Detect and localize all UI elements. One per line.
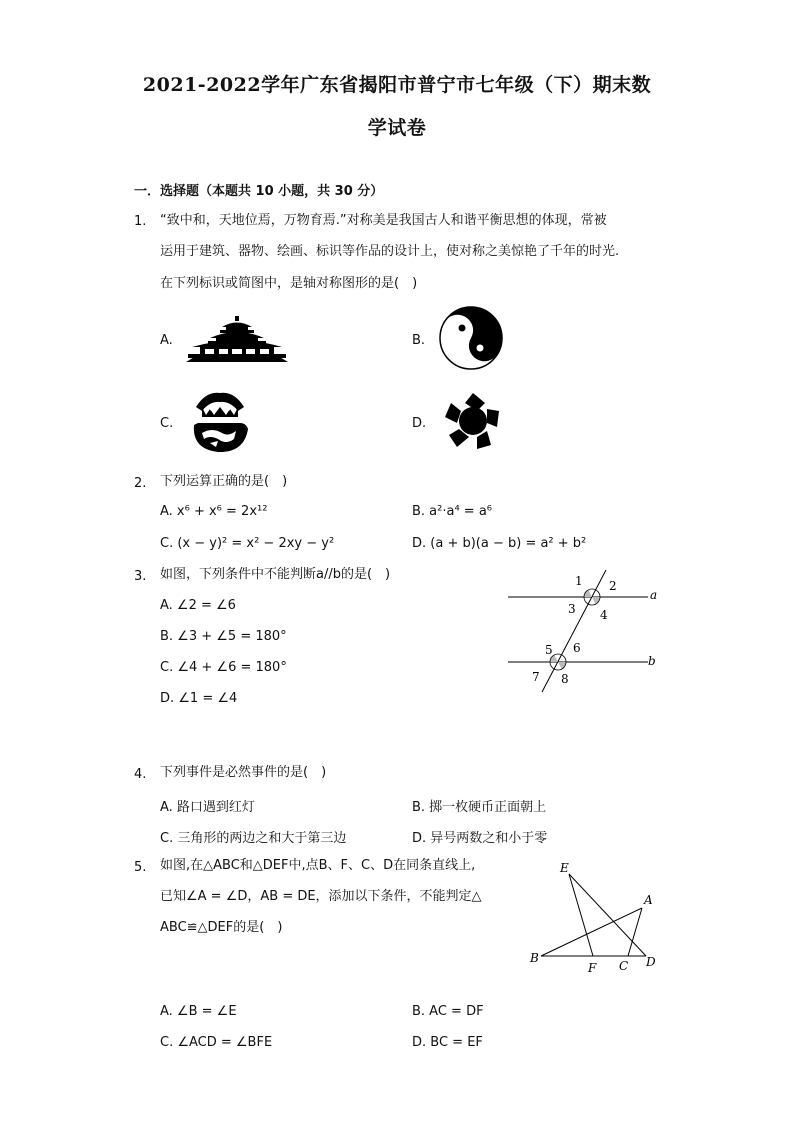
q5-option-a: A. ∠B = ∠E	[160, 1004, 237, 1019]
angle-label-2: 2	[609, 579, 617, 593]
angle-label-1: 1	[575, 574, 583, 588]
point-label-e: E	[560, 861, 569, 875]
angle-label-4: 4	[600, 608, 608, 622]
point-label-f: F	[588, 961, 597, 975]
q3-stem: 如图，下列条件中不能判断a//b的是( )	[160, 567, 391, 582]
q4-number: 4.	[134, 767, 147, 782]
q2-option-b: B. a²·a⁴ = a⁶	[412, 504, 493, 519]
q3-option-b: B. ∠3 + ∠5 = 180°	[160, 629, 287, 644]
page-title-line1: 2021-2022学年广东省揭阳市普宁市七年级（下）期末数	[142, 74, 652, 96]
line-label-a: a	[650, 588, 658, 602]
point-label-c: C	[619, 959, 629, 973]
angle-label-7: 7	[532, 670, 540, 684]
q2-option-a: A. x⁶ + x⁶ = 2x¹²	[160, 504, 268, 519]
q3-number: 3.	[134, 569, 147, 584]
q5-number: 5.	[134, 860, 147, 875]
q4-option-d: D. 异号两数之和小于零	[412, 831, 548, 846]
q5-option-d: D. BC = EF	[412, 1035, 483, 1050]
q3-option-d: D. ∠1 = ∠4	[160, 691, 238, 706]
point-label-b: B	[530, 951, 539, 965]
q5-option-c: C. ∠ACD = ∠BFE	[160, 1035, 273, 1050]
q1-text-line3: 在下列标识或简图中，是轴对称图形的是( )	[160, 276, 418, 291]
angle-label-3: 3	[568, 602, 576, 616]
q1-text-line1: “致中和，天地位焉，万物育焉.”对称美是我国古人和谐平衡思想的体现，常被	[160, 213, 607, 228]
parallel-lines-figure	[500, 566, 670, 696]
angle-label-5: 5	[545, 643, 553, 657]
q5-text-line2: 已知∠A = ∠D，AB = DE，添加以下条件，不能判定△	[160, 889, 482, 904]
q2-stem: 下列运算正确的是( )	[160, 474, 288, 489]
page-title-line2: 学试卷	[367, 117, 427, 139]
q4-stem: 下列事件是必然事件的是( )	[160, 765, 327, 780]
line-label-b: b	[648, 654, 656, 668]
emblem-icon	[188, 389, 252, 455]
q2-number: 2.	[134, 476, 147, 491]
pinwheel-icon	[441, 391, 505, 453]
q1-option-b-label: B.	[412, 333, 426, 348]
yin-yang-icon	[439, 306, 503, 370]
q1-number: 1.	[134, 214, 147, 229]
q1-option-d-label: D.	[412, 416, 427, 431]
triangles-figure	[526, 856, 666, 980]
q5-option-b: B. AC = DF	[412, 1004, 484, 1019]
section-heading: 一．选择题（本题共 10 小题，共 30 分）	[134, 184, 384, 199]
q3-option-c: C. ∠4 + ∠6 = 180°	[160, 660, 287, 675]
angle-label-8: 8	[561, 672, 569, 686]
q4-option-a: A. 路口遇到红灯	[160, 800, 255, 815]
q5-text-line1: 如图,在△ABC和△DEF中,点B、F、C、D在同条直线上,	[160, 858, 476, 873]
q1-option-a-label: A.	[160, 333, 173, 348]
angle-label-6: 6	[573, 641, 581, 655]
q5-text-line3: ABC≌△DEF的是( )	[160, 920, 283, 935]
q1-text-line2: 运用于建筑、器物、绘画、标识等作品的设计上，使对称之美惊艳了千年的时光.	[160, 244, 620, 259]
point-label-a: A	[644, 893, 653, 907]
q2-option-c: C. (x − y)² = x² − 2xy − y²	[160, 536, 335, 551]
q4-option-b: B. 掷一枚硬币正面朝上	[412, 800, 547, 815]
pagoda-icon	[186, 316, 288, 362]
q3-option-a: A. ∠2 = ∠6	[160, 598, 236, 613]
point-label-d: D	[646, 955, 656, 969]
q4-option-c: C. 三角形的两边之和大于第三边	[160, 831, 347, 846]
q1-option-c-label: C.	[160, 416, 174, 431]
q2-option-d: D. (a + b)(a − b) = a² + b²	[412, 536, 587, 551]
